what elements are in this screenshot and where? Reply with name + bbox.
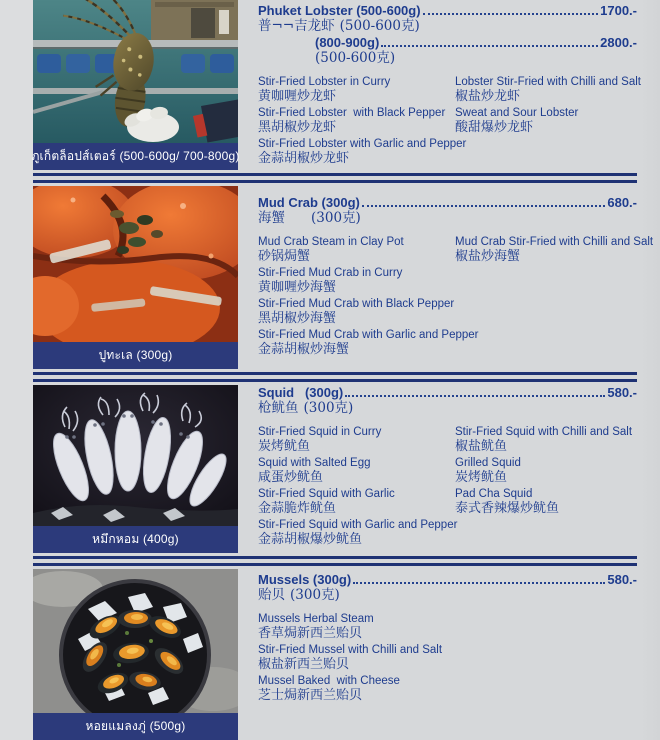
dish-column-left (258, 236, 479, 360)
divider-line (33, 180, 637, 183)
dish-name-cn: 炭烤鱿鱼 (258, 439, 311, 454)
dish-name-cn: 金蒜脆炸鱿鱼 (258, 501, 337, 516)
dish (455, 107, 641, 136)
menu-header-row-cn (258, 18, 637, 35)
item-price: 680.- (607, 195, 637, 210)
dish (258, 426, 455, 455)
item-size2-cn: (500-600克) (315, 50, 396, 66)
dish-name-en: Stir-Fried Mussel with Chilli and Salt (258, 644, 443, 656)
dish (455, 426, 637, 455)
item-price2: 2800.- (600, 35, 637, 50)
section-divider (33, 556, 637, 566)
squid-menu-text (258, 385, 637, 550)
divider-line (33, 372, 637, 375)
dish-name-en: Stir-Fried Mud Crab with Garlic and Pepper (258, 329, 479, 341)
dish-name-en: Mussel Baked with Cheese (258, 675, 400, 687)
dish-name-en: Mud Crab Stir-Fried with Chilli and Salt (455, 236, 654, 248)
dish-name-cn: 金蒜胡椒炒海蟹 (258, 342, 350, 357)
lobster-menu-text (258, 3, 641, 169)
dotted-leader (423, 13, 599, 15)
dish-name-cn: 香草焗新西兰贻贝 (258, 626, 363, 641)
item-price: 580.- (607, 572, 637, 587)
dish-name-en: Stir-Fried Mud Crab with Black Pepper (258, 298, 455, 310)
menu-header-row (258, 195, 637, 210)
dish-name-cn: 黑胡椒炒龙虾 (258, 120, 337, 135)
item-title-cn: 海蟹 (258, 210, 285, 226)
item-title: Mud Crab (300g) (258, 195, 360, 210)
dish-name-cn: 咸蛋炒鱿鱼 (258, 470, 324, 485)
dish (258, 613, 455, 642)
dish-name-cn: 椒盐鱿鱼 (455, 439, 508, 454)
dish-column-left (258, 613, 455, 706)
dish (258, 76, 455, 105)
dish-name-en: Stir-Fried Lobster in Curry (258, 76, 391, 88)
menu-header-row-cn (258, 400, 637, 417)
menu-header-row (258, 385, 637, 400)
section-phuket-lobster (0, 0, 660, 170)
dish-name-en: Stir-Fried Mud Crab in Curry (258, 267, 403, 279)
dotted-leader (353, 582, 605, 584)
dish (258, 236, 455, 265)
dish-columns (258, 236, 654, 360)
dish-name-cn: 金蒜胡椒爆炒鱿鱼 (258, 532, 363, 547)
mussels-photo (33, 569, 238, 740)
item-title-cn: 贻贝 (258, 587, 285, 603)
divider-line (33, 379, 637, 382)
dish-name-cn: 椒盐炒海蟹 (455, 249, 521, 264)
item-price: 1700.- (600, 3, 637, 18)
dish-name-cn: 芝士焗新西兰贻贝 (258, 688, 363, 703)
dish (455, 236, 653, 265)
dish-name-cn: 炭烤鱿鱼 (455, 470, 508, 485)
dish-name-en: Grilled Squid (455, 457, 521, 469)
dotted-leader (381, 45, 598, 47)
dish (258, 107, 455, 136)
dish-name-cn: 砂锅焗蟹 (258, 249, 311, 264)
dish-name-en: Pad Cha Squid (455, 488, 533, 500)
dish-name-en: Stir-Fried Squid with Chilli and Salt (455, 426, 633, 438)
dish-name-en: Stir-Fried Squid in Curry (258, 426, 382, 438)
dish-column-right (455, 236, 653, 360)
dish-name-en: Stir-Fried Lobster with Garlic and Pepper (258, 138, 467, 150)
dish-name-en: Mud Crab Steam in Clay Pot (258, 236, 404, 248)
dish-columns (258, 613, 637, 706)
dish (258, 488, 455, 517)
dish (258, 675, 455, 704)
item-size-cn: (300克) (311, 210, 361, 226)
mud-crab-photo (33, 186, 238, 369)
dish-name-en: Mussels Herbal Steam (258, 613, 374, 625)
dish-name-cn: 黄咖喱炒海蟹 (258, 280, 337, 295)
section-divider (33, 372, 637, 382)
photo-caption-lobster: ภูเก็ตล็อปส์เตอร์ (500-600g/ 700-800g) (33, 143, 238, 170)
dish-column-right (455, 426, 637, 550)
dish-columns (258, 76, 641, 169)
divider-line (33, 563, 637, 566)
mud-crab-photo-art (33, 186, 238, 342)
section-mud-crab (0, 186, 660, 369)
menu-header-row2-cn (315, 50, 637, 67)
squid-photo (33, 385, 238, 553)
dish-name-en: Lobster Stir-Fried with Chilli and Salt (455, 76, 641, 88)
menu-header-row (258, 3, 637, 18)
dish-name-cn: 黄咖喱炒龙虾 (258, 89, 337, 104)
dish-column-left (258, 426, 458, 550)
dotted-leader (345, 395, 605, 397)
menu-header-row2 (315, 35, 637, 50)
dish-name-cn: 椒盐新西兰贻贝 (258, 657, 350, 672)
divider-line (33, 173, 637, 176)
dish (258, 298, 455, 327)
item-title: Squid (300g) (258, 385, 344, 400)
item-size-cn: (300克) (290, 587, 340, 603)
menu-header-row (258, 572, 637, 587)
lobster-photo-art (33, 0, 238, 143)
dish-name-cn: 泰式香辣爆炒鱿鱼 (455, 501, 560, 516)
mussels-menu-text (258, 572, 637, 706)
dish-name-cn: 黑胡椒炒海蟹 (258, 311, 337, 326)
item-size2: (800-900g) (315, 35, 380, 50)
dish-name-en: Stir-Fried Squid with Garlic and Pepper (258, 519, 458, 531)
photo-caption-squid: หมึกหอม (400g) (33, 526, 238, 553)
section-divider (33, 173, 637, 183)
dish (258, 644, 455, 673)
dish-name-cn: 椒盐炒龙虾 (455, 89, 521, 104)
dish (258, 519, 458, 548)
dish-columns (258, 426, 637, 550)
section-squid (0, 385, 660, 553)
divider-line (33, 556, 637, 559)
dish-column-right (455, 76, 641, 169)
dish-name-en: Squid with Salted Egg (258, 457, 371, 469)
menu-header-row-cn (258, 210, 637, 227)
dish-name-en: Sweat and Sour Lobster (455, 107, 579, 119)
squid-photo-art (33, 385, 238, 526)
dish (258, 267, 455, 296)
dish (455, 76, 641, 105)
dish-column-right (455, 613, 637, 706)
dish (258, 457, 455, 486)
photo-caption-mud-crab: ปูทะเล (300g) (33, 342, 238, 369)
dish (455, 488, 637, 517)
dish-name-en: Stir-Fried Lobster with Black Pepper (258, 107, 446, 119)
item-title-cn: 枪鱿鱼 (258, 400, 299, 416)
dish-name-cn: 金蒜胡椒炒龙虾 (258, 151, 350, 166)
dish (455, 457, 637, 486)
dish (258, 329, 479, 358)
mud-crab-menu-text (258, 195, 654, 360)
dish-name-cn: 酸甜爆炒龙虾 (455, 120, 534, 135)
item-size-cn: (500-600克) (339, 18, 420, 34)
item-title-cn: 普¬¬吉龙虾 (258, 18, 335, 34)
item-title: Phuket Lobster (500-600g) (258, 3, 421, 18)
section-mussels (0, 569, 660, 740)
item-title: Mussels (300g) (258, 572, 352, 587)
photo-caption-mussels: หอยแมลงภู่ (500g) (33, 713, 238, 740)
menu-header-row-cn (258, 587, 637, 604)
dotted-leader (362, 205, 606, 207)
lobster-photo (33, 0, 238, 170)
dish (258, 138, 467, 167)
dish-name-en: Stir-Fried Squid with Garlic (258, 488, 395, 500)
item-price: 580.- (607, 385, 637, 400)
dish-column-left (258, 76, 467, 169)
mussels-photo-art (33, 569, 238, 713)
item-size-cn: (300克) (303, 400, 354, 416)
